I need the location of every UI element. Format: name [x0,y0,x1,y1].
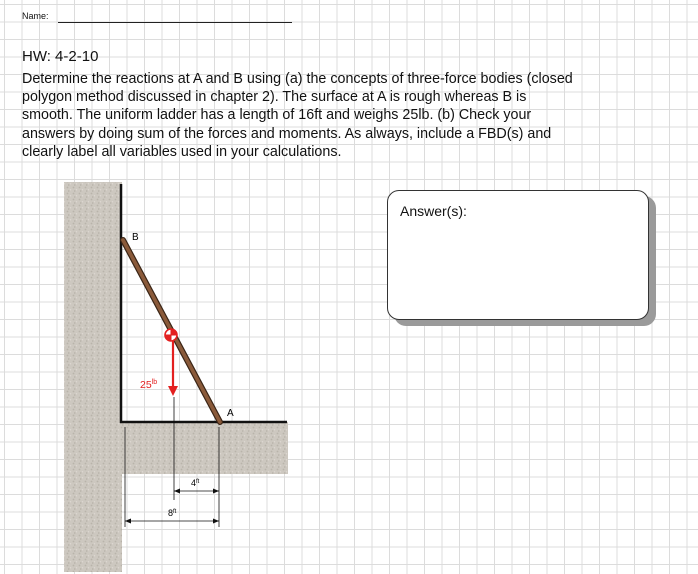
dimension-8ft-label: $8^{ft}$ [168,508,177,518]
problem-line-1: Determine the reactions at A and B using (a) the concepts of three-force bodies (closed [22,71,573,87]
problem-line-5: clearly label all variables used in your calculations. [22,143,342,160]
point-a-label: A [227,408,234,419]
name-label: Name: [22,11,49,21]
center-of-gravity-icon [165,329,177,341]
answer-label: Answer(s): [400,203,467,219]
problem-line-4: answers by doing sum of the forces and moments. As always, include a FBD(s) and [22,125,552,142]
dimension-8ft [125,519,219,524]
weight-label: $25^{lb}$ [140,379,158,391]
problem-line-2: polygon method discussed in chapter 2). The surface at A is rough whereas B is [22,89,527,106]
dimension-4ft-label: $4^{ft}$ [191,478,200,488]
dimension-4ft [174,489,219,494]
ground [122,422,288,474]
point-b-label: B [132,232,139,243]
wall [64,182,122,572]
problem-line-3: smooth. The uniform ladder has a length of 16ft and weighs 25lb. (b) Check your [22,107,532,124]
homework-title: HW: 4-2-10 [22,48,99,65]
weight-arrow-icon [168,341,178,396]
